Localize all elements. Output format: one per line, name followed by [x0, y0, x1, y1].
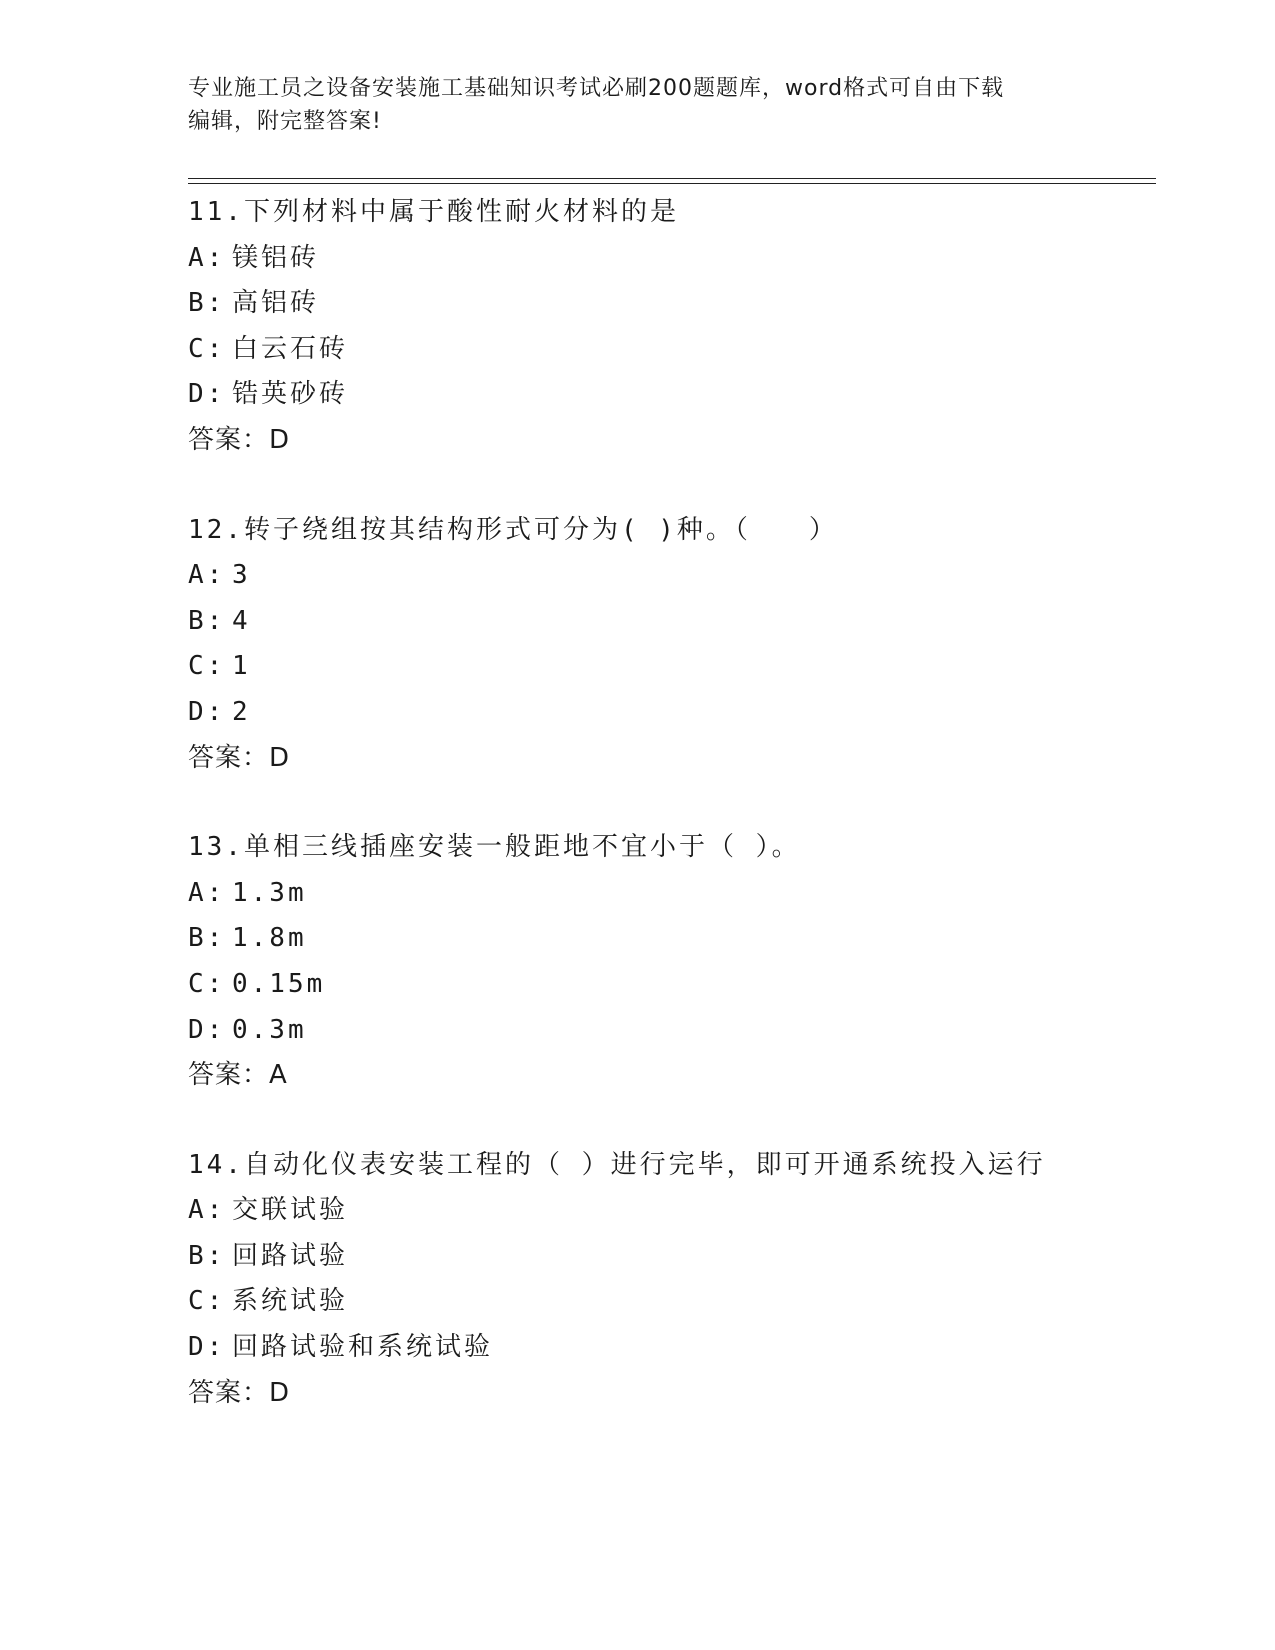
- header-line-2: 编辑，附完整答案!: [188, 109, 382, 134]
- option-letter: D:: [188, 379, 226, 410]
- answer-line: 答案：D: [188, 1377, 291, 1408]
- answer-line: 答案：A: [188, 1060, 288, 1091]
- option-text: 3: [232, 560, 251, 591]
- option-b: [188, 1234, 1156, 1280]
- option-text: 锆英砂砖: [232, 379, 349, 410]
- answer-line: 答案：D: [188, 424, 291, 455]
- option-text: 镁铝砖: [232, 242, 320, 273]
- question-item: [188, 825, 1156, 1099]
- option-text: 0.15m: [232, 968, 326, 999]
- option-d: [188, 372, 1156, 418]
- header-line-1: 专业施工员之设备安装施工基础知识考试必刷200题题库，word格式可自由下载: [188, 76, 1005, 101]
- option-letter: D:: [188, 1014, 226, 1045]
- question-stem: 12.转子绕组按其结构形式可分为( )种。（ ）: [188, 514, 838, 545]
- question-stem: 11.下列材料中属于酸性耐火材料的是: [188, 197, 679, 227]
- option-a: [188, 553, 1156, 599]
- option-d: [188, 1325, 1156, 1371]
- option-letter: D:: [188, 696, 226, 727]
- option-letter: B:: [188, 1240, 226, 1271]
- header-divider-top: [188, 178, 1156, 179]
- question-list: [188, 190, 1156, 1460]
- option-letter: B:: [188, 605, 226, 636]
- option-text: 系统试验: [232, 1286, 349, 1317]
- option-a: [188, 871, 1156, 917]
- option-letter: A:: [188, 242, 226, 273]
- option-letter: B:: [188, 923, 226, 954]
- option-a: [188, 1188, 1156, 1234]
- option-c: [188, 962, 1156, 1008]
- option-c: [188, 644, 1156, 690]
- header-divider-bottom: [188, 183, 1156, 184]
- option-b: [188, 599, 1156, 645]
- option-letter: A:: [188, 560, 226, 591]
- option-c: [188, 1279, 1156, 1325]
- option-text: 回路试验和系统试验: [232, 1332, 494, 1363]
- option-text: 1: [232, 651, 251, 682]
- option-text: 1.3m: [232, 877, 307, 908]
- question-stem: 13.单相三线插座安装一般距地不宜小于（ ）。: [188, 832, 801, 863]
- option-text: 交联试验: [232, 1195, 349, 1226]
- option-letter: C:: [188, 651, 226, 682]
- question-item: [188, 508, 1156, 782]
- question-stem: 14.自动化仪表安装工程的（ ）进行完毕，即可开通系统投入运行: [188, 1149, 1046, 1180]
- option-text: 0.3m: [232, 1014, 307, 1045]
- option-b: [188, 916, 1156, 962]
- answer-line: 答案：D: [188, 742, 291, 773]
- option-letter: C:: [188, 1286, 226, 1317]
- option-text: 回路试验: [232, 1240, 349, 1271]
- option-c: [188, 327, 1156, 373]
- option-a: [188, 236, 1156, 282]
- option-letter: A:: [188, 1195, 226, 1226]
- option-letter: D:: [188, 1332, 226, 1363]
- option-letter: C:: [188, 968, 226, 999]
- option-letter: A:: [188, 877, 226, 908]
- question-item: [188, 190, 1156, 464]
- option-text: 2: [232, 696, 251, 727]
- option-letter: B:: [188, 288, 226, 319]
- option-d: [188, 690, 1156, 736]
- option-letter: C:: [188, 333, 226, 364]
- question-item: [188, 1143, 1156, 1417]
- document-header: [188, 72, 1088, 138]
- option-text: 4: [232, 605, 251, 636]
- option-text: 1.8m: [232, 923, 307, 954]
- option-text: 白云石砖: [232, 333, 349, 364]
- option-text: 高铝砖: [232, 288, 320, 319]
- option-d: [188, 1008, 1156, 1054]
- option-b: [188, 281, 1156, 327]
